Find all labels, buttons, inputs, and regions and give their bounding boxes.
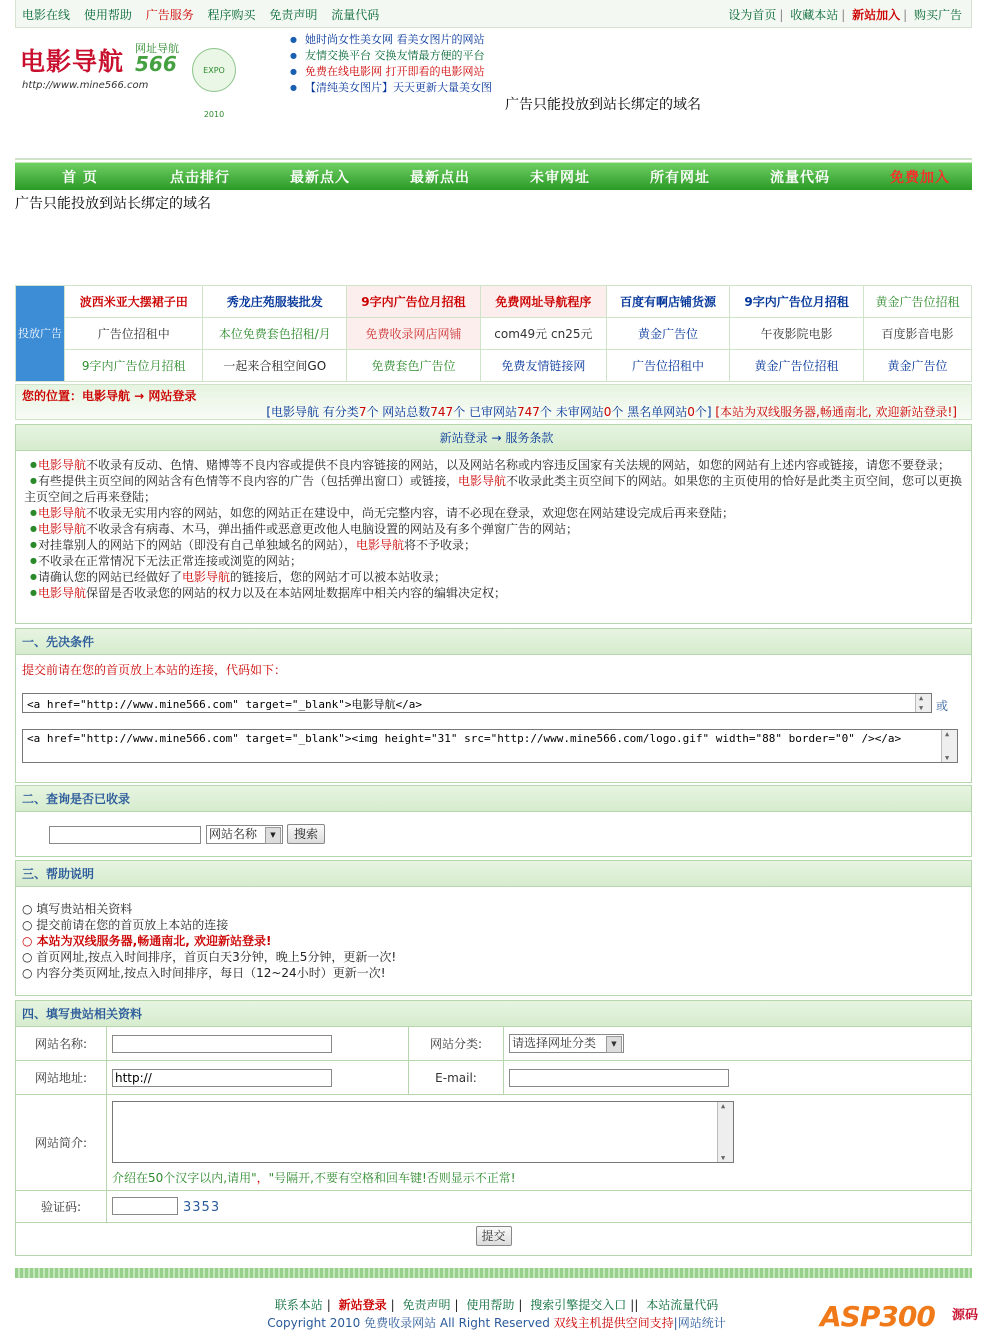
category-select[interactable]: 请选择网址分类 ▼ [509, 1034, 624, 1053]
top-links-left [22, 6, 389, 23]
ad-cell[interactable]: 免费网址导航程序 [480, 286, 606, 318]
query-title: 二、查询是否已收录 [16, 786, 971, 812]
list-item: ● 不收录在正常情况下无法正常连接或浏览的网站； [24, 553, 963, 569]
search-input[interactable] [49, 826, 201, 844]
breadcrumb: 您的位置：电影导航 → 网站登录 [22, 389, 197, 403]
submit-form [15, 1026, 972, 1251]
logo-url: http://www.mine566.com [22, 80, 149, 91]
ad-cell[interactable]: 午夜影院电影 [730, 318, 864, 350]
list-item: ● 有些提供主页空间的网站含有色情等不良内容的广告（包括弹出窗口）或链接，电影导航不收录此类主页空间下的网站。如果您的主页使用的恰好是此类主页空间，您可以更换主页空间之后再来登陆； [24, 473, 963, 505]
news-link[interactable]: 友情交换平台 交换友情最方便的平台 [304, 49, 485, 62]
prereq-box [15, 628, 972, 783]
list-item: ○ 填写贵站相关资料 [22, 902, 133, 916]
ad-cell[interactable]: 免费收录网店网铺 [347, 318, 481, 350]
ad-cell[interactable]: 广告位招租中 [606, 350, 729, 382]
site-url-input[interactable] [112, 1069, 332, 1087]
list-item: ● 请确认您的网站已经做好了电影导航的链接后，您的网站才可以被本站收录； [24, 569, 963, 585]
footer-link-search-engine[interactable]: 搜索引擎提交入口 [530, 1298, 627, 1312]
ad-cell[interactable]: 广告位招租中 [65, 318, 203, 350]
ad-cell[interactable]: 百度有啊店铺货源 [606, 286, 729, 318]
link-movie-online[interactable]: 电影在线 [22, 8, 71, 22]
site-stats: [电影导航 有分类7个 网站总数747个 已审网站747个 未审网站0个 黑名单网站0个] [本站为双线服务器,畅通南北, 欢迎新站登录!] [266, 405, 957, 419]
location-bar [15, 384, 972, 420]
footer-link-new-site[interactable]: 新站登录 [338, 1298, 387, 1312]
list-item: ○ 内容分类页网址,按点入时间排序，每日（12~24小时）更新一次! [22, 966, 386, 980]
terms-list [16, 451, 971, 607]
nav-latest-in[interactable]: 最新点入 [290, 170, 350, 186]
ad-cell[interactable]: 9字内广告位月招租 [65, 350, 203, 382]
main-nav [15, 162, 972, 190]
captcha-input[interactable] [112, 1197, 178, 1215]
label-email: E-mail: [409, 1061, 504, 1095]
ad-cell[interactable]: 9字内广告位月招租 [347, 286, 481, 318]
intro-hint: 介绍在50个汉字以内,请用"，"号隔开,不要有空格和回车键!否则显示不正常! [112, 1171, 516, 1185]
footer-link-help[interactable]: 使用帮助 [466, 1298, 515, 1312]
help-box [15, 860, 972, 996]
ad-cell[interactable]: 百度影音电影 [863, 318, 971, 350]
news-link[interactable]: 免费在线电影网 打开即看的电影网站 [304, 65, 485, 78]
footer-links: 联系本站 | 新站登录 | 免责声明 | 使用帮助 | 搜索引擎提交入口 || 本站流量代码 [274, 1298, 719, 1312]
link-help[interactable]: 使用帮助 [83, 8, 132, 22]
list-item: ● 电影导航不收录含有病毒、木马，弹出插件或恶意更改他人电脑设置的网站及有多个弹窗广告的网站； [24, 521, 963, 537]
help-title: 三、帮助说明 [16, 861, 971, 887]
link-set-homepage[interactable]: 设为首页 [728, 8, 777, 22]
top-links-right: 设为首页 | 收藏本站 | 新站加入 | 购买广告 [728, 8, 962, 22]
link-buy-program[interactable]: 程序购买 [207, 8, 256, 22]
divider [15, 158, 972, 160]
ad-cell[interactable]: 黄金广告位招租 [863, 286, 971, 318]
logo-number: 566 [135, 52, 177, 76]
nav-click-rank[interactable]: 点击排行 [170, 170, 230, 186]
search-button[interactable]: 搜索 [287, 824, 325, 844]
intro-textarea[interactable] [112, 1101, 734, 1163]
grass-divider [15, 1268, 972, 1278]
logo-subtitle: 网址导航 [135, 42, 179, 55]
help-list [22, 901, 396, 981]
list-item [290, 64, 540, 80]
ad-grid [15, 285, 972, 382]
terms-box [15, 424, 972, 624]
site-logo[interactable] [20, 38, 240, 119]
expo-logo-icon: EXPO 2010 [192, 48, 236, 92]
list-item [290, 80, 540, 96]
site-name-input[interactable] [112, 1035, 332, 1053]
list-item: ○ 首页网址,按点入时间排序，首页白天3分钟，晚上5分钟，更新一次! [22, 950, 397, 964]
copyright: Copyright 2010 免费收录网站 All Right Reserved 双线主机提供空间支持|网站统计 [267, 1316, 726, 1330]
nav-all-sites[interactable]: 所有网址 [650, 170, 710, 186]
search-field-select[interactable]: 网站名称 ▼ [206, 825, 283, 844]
ad-cell[interactable]: 黄金广告位招租 [730, 350, 864, 382]
list-item: ● 对挂靠别人的网站下的网站（即没有自己单独域名的网站），电影导航将不予收录； [24, 537, 963, 553]
header-news-list [290, 32, 540, 96]
label-captcha: 验证码: [16, 1191, 107, 1223]
list-item: ● 电影导航不收录无实用内容的网站，如您的网站正在建设中，尚无完整内容，请不必现在登录，欢迎您在网站建设完成后再来登陆； [24, 505, 963, 521]
asp300-sub: 源码 [952, 1308, 979, 1323]
label-category: 网站分类: [409, 1027, 504, 1061]
ad-cell[interactable]: com49元 cn25元 [480, 318, 606, 350]
prereq-title: 一、先决条件 [16, 629, 971, 655]
ad-cell[interactable]: 9字内广告位月招租 [730, 286, 864, 318]
link-buy-ad[interactable]: 购买广告 [913, 8, 962, 22]
ad-cell[interactable]: 一起来合租空间GO [203, 350, 347, 382]
terms-title: 新站登录 → 服务条款 [16, 425, 971, 451]
list-item [290, 48, 540, 64]
asp300-text: ASP300 [820, 1300, 935, 1333]
ad-cell[interactable]: 免费套色广告位 [347, 350, 481, 382]
ad-cell[interactable]: 黄金广告位 [606, 318, 729, 350]
footer-link-traffic[interactable]: 本站流量代码 [646, 1298, 719, 1312]
logo-title: 电影导航 [20, 47, 125, 76]
label-intro: 网站简介: [16, 1095, 107, 1191]
label-site-url: 网站地址: [16, 1061, 107, 1095]
list-item: ● 电影导航不收录有反动、色情、赌博等不良内容或提供不良内容链接的网站，以及网站名称或内容违反国家有关法规的网站，如您的网站有上述内容或链接，请您不要登录； [24, 457, 963, 473]
ad-cell[interactable]: 秀龙庄苑服装批发 [203, 286, 347, 318]
form-title: 四、填写贵站相关资料 [16, 1001, 971, 1027]
email-input[interactable] [509, 1069, 729, 1087]
nav-free-join[interactable]: 免费加入 [890, 170, 950, 186]
asp300-logo [820, 1292, 990, 1334]
list-item: ○ 提交前请在您的首页放上本站的连接 [22, 918, 229, 932]
label-site-name: 网站名称: [16, 1027, 107, 1061]
code-textarea-text[interactable]: <a href="http://www.mine566.com" target="_blank">电影导航</a> ▲ ▼ [22, 693, 932, 713]
nav-traffic-code[interactable]: 流量代码 [770, 170, 830, 186]
submit-button[interactable]: 提交 [476, 1226, 512, 1246]
link-disclaimer[interactable]: 免责声明 [269, 8, 318, 22]
list-item: ○ 本站为双线服务器,畅通南北, 欢迎新站登录! [22, 934, 272, 948]
list-item: ● 电影导航保留是否收录您的网站的权力以及在本站网址数据库中相关内容的编辑决定权； [24, 585, 963, 601]
query-box [15, 785, 972, 857]
ad-cell[interactable]: 黄金广告位 [863, 350, 971, 382]
captcha-code: 3353 [183, 1200, 221, 1215]
prereq-hint: 提交前请在您的首页放上本站的连接，代码如下： [22, 663, 287, 677]
news-link[interactable]: 她时尚女性美女网 看美女图片的网站 [304, 33, 485, 46]
link-bookmark[interactable]: 收藏本站 [790, 8, 839, 22]
or-label: 或 [936, 699, 949, 713]
nav-home[interactable]: 首 页 [62, 170, 98, 186]
ad-cell[interactable]: 本位免费套色招租/月 [203, 318, 347, 350]
link-new-site-join[interactable]: 新站加入 [852, 8, 901, 22]
nav-ad-text: 广告只能投放到站长绑定的域名 [15, 196, 211, 212]
link-ad-service[interactable]: 广告服务 [145, 8, 194, 22]
footer-link-disclaimer[interactable]: 免责声明 [402, 1298, 451, 1312]
news-link[interactable]: 【清纯美女图片】天天更新大量美女图 [304, 81, 492, 94]
nav-latest-out[interactable]: 最新点出 [410, 170, 470, 186]
ad-cell[interactable]: 免费友情链接网 [480, 350, 606, 382]
list-item [290, 32, 540, 48]
top-bar [15, 0, 972, 28]
link-traffic-code[interactable]: 流量代码 [331, 8, 380, 22]
code-textarea-image[interactable]: <a href="http://www.mine566.com" target="_blank"><img height="31" src="http://www.mine566.com/logo.gif" width="88" border="0" /></a> ▲ ▼ [22, 729, 958, 763]
ad-side-label: 投放广告 [16, 286, 65, 382]
nav-unreviewed[interactable]: 未审网址 [530, 170, 590, 186]
header-ad-text: 广告只能投放到站长绑定的域名 [505, 97, 701, 113]
ad-cell[interactable]: 波西米亚大摆裙子田 [65, 286, 203, 318]
footer-link-contact[interactable]: 联系本站 [274, 1298, 323, 1312]
